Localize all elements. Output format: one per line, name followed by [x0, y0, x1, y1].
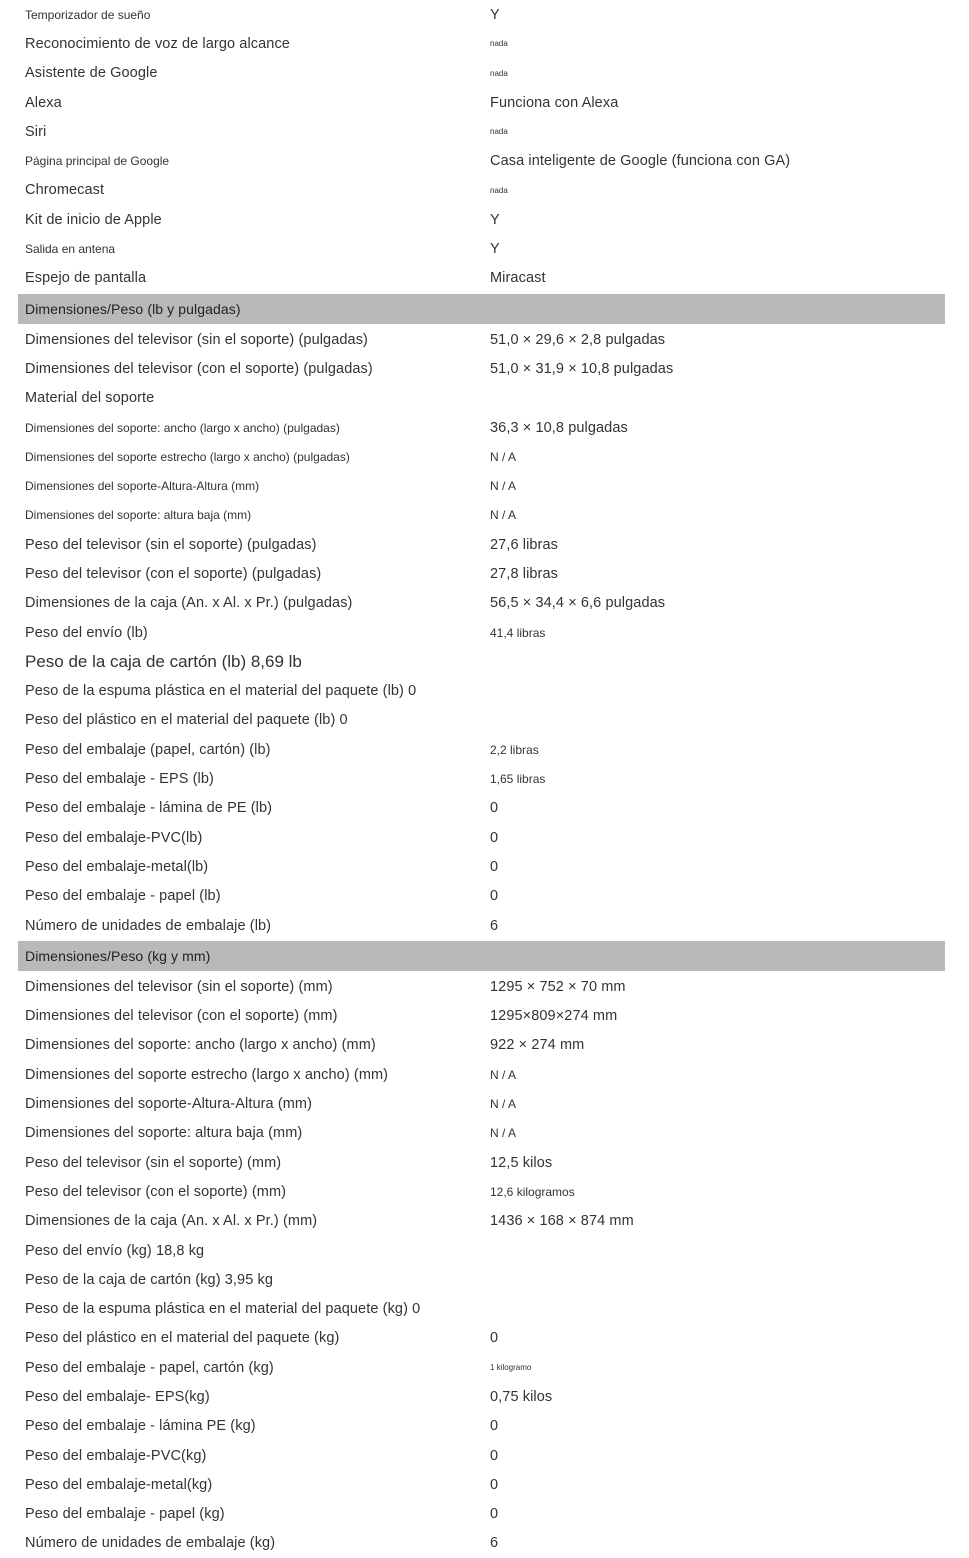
spec-row — [0, 1470, 969, 1499]
spec-value: nada — [490, 39, 508, 49]
spec-label: Alexa — [25, 94, 62, 111]
spec-value: Y — [490, 6, 500, 23]
spec-row — [0, 1500, 969, 1529]
spec-label: Dimensiones de la caja (An. x Al. x Pr.) (pulgadas) — [25, 595, 353, 612]
section-header-label: Dimensiones/Peso (kg y mm) — [25, 948, 211, 965]
section-header — [18, 941, 945, 971]
spec-value: 0 — [490, 858, 499, 875]
spec-value: 1295×809×274 mm — [490, 1008, 618, 1025]
spec-value: 51,0 × 31,9 × 10,8 pulgadas — [490, 360, 674, 377]
spec-row — [0, 442, 969, 471]
spec-label: Dimensiones de la caja (An. x Al. x Pr.) (mm) — [25, 1213, 318, 1230]
spec-value: 0 — [490, 1418, 499, 1435]
spec-row — [0, 1089, 969, 1118]
spec-value: 36,3 × 10,8 pulgadas — [490, 419, 628, 436]
spec-value: 1295 × 752 × 70 mm — [490, 978, 626, 995]
spec-label: Temporizador de sueño — [25, 7, 151, 22]
spec-label: Peso del embalaje (papel, cartón) (lb) — [25, 741, 271, 758]
spec-row — [0, 1207, 969, 1236]
spec-label: Peso del televisor (sin el soporte) (pulgadas) — [25, 536, 317, 553]
spec-row — [0, 559, 969, 588]
spec-value: 0 — [490, 800, 499, 817]
spec-row — [0, 1236, 969, 1265]
spec-row — [0, 618, 969, 647]
spec-label: Peso del embalaje - lámina PE (kg) — [25, 1418, 256, 1435]
spec-label: Espejo de pantalla — [25, 270, 147, 287]
spec-label: Dimensiones del televisor (sin el soporte) (pulgadas) — [25, 331, 368, 348]
spec-row — [0, 1441, 969, 1470]
spec-value: 27,6 libras — [490, 536, 558, 553]
spec-row — [0, 264, 969, 293]
spec-label: Peso del embalaje - papel (kg) — [25, 1506, 225, 1523]
spec-label: Peso del embalaje-metal(lb) — [25, 858, 209, 875]
spec-row — [0, 413, 969, 442]
section-header — [18, 294, 945, 324]
spec-value: 0 — [490, 829, 499, 846]
spec-value: Y — [490, 241, 500, 258]
spec-row — [0, 501, 969, 530]
spec-label: Peso del televisor (sin el soporte) (mm) — [25, 1154, 282, 1171]
spec-value: 12,6 kilogramos — [490, 1184, 575, 1199]
spec-label: Salida en antena — [25, 242, 116, 257]
spec-value: 1,65 libras — [490, 772, 546, 787]
spec-label: Dimensiones del soporte: ancho (largo x ancho) (pulgadas) — [25, 420, 340, 435]
spec-row — [0, 530, 969, 559]
spec-label: Dimensiones del soporte estrecho (largo x ancho) (mm) — [25, 1066, 389, 1083]
spec-value: 0 — [490, 1447, 499, 1464]
spec-label: Peso de la espuma plástica en el material del paquete (lb) 0 — [25, 683, 417, 700]
spec-label: Peso del embalaje - EPS (lb) — [25, 771, 214, 788]
spec-row — [0, 234, 969, 263]
spec-row — [0, 354, 969, 383]
spec-label: Número de unidades de embalaje (kg) — [25, 1535, 276, 1552]
spec-row — [0, 1060, 969, 1089]
spec-label: Número de unidades de embalaje (lb) — [25, 917, 272, 934]
spec-row — [0, 59, 969, 88]
spec-label: Dimensiones del soporte: ancho (largo x ancho) (mm) — [25, 1037, 376, 1054]
spec-value: 6 — [490, 917, 499, 934]
spec-label: Dimensiones del televisor (con el soporte) (pulgadas) — [25, 360, 373, 377]
spec-label: Peso de la caja de cartón (kg) 3,95 kg — [25, 1271, 274, 1288]
spec-value: N / A — [490, 1126, 517, 1141]
spec-value: 0,75 kilos — [490, 1389, 553, 1405]
spec-label: Dimensiones del televisor (con el soporte) (mm) — [25, 1008, 338, 1025]
spec-value: 6 — [490, 1535, 499, 1552]
spec-value: N / A — [490, 1067, 517, 1082]
spec-row — [0, 1382, 969, 1411]
spec-row — [0, 677, 969, 706]
spec-row — [0, 764, 969, 793]
spec-row — [0, 589, 969, 618]
spec-label: Dimensiones del soporte: altura baja (mm) — [25, 508, 252, 523]
spec-row — [0, 706, 969, 735]
spec-row — [0, 117, 969, 146]
spec-value: 56,5 × 34,4 × 6,6 pulgadas — [490, 595, 666, 612]
spec-row — [0, 384, 969, 413]
spec-label: Página principal de Google — [25, 154, 170, 169]
spec-label: Peso del embalaje- EPS(kg) — [25, 1389, 210, 1405]
spec-label: Peso del plástico en el material del paquete (kg) — [25, 1330, 340, 1347]
spec-row — [0, 1529, 969, 1558]
spec-label: Peso del televisor (con el soporte) (pulgadas) — [25, 565, 322, 582]
spec-row — [0, 29, 969, 58]
spec-value: N / A — [490, 1097, 517, 1112]
spec-row — [0, 1353, 969, 1382]
spec-row — [0, 972, 969, 1001]
spec-row — [0, 735, 969, 764]
spec-row — [0, 325, 969, 354]
spec-value: nada — [490, 68, 508, 78]
spec-label: Peso del embalaje - papel, cartón (kg) — [25, 1359, 274, 1376]
spec-value: N / A — [490, 508, 517, 523]
spec-row — [0, 852, 969, 881]
spec-row — [0, 1294, 969, 1323]
spec-row — [0, 205, 969, 234]
spec-label: Dimensiones del soporte: altura baja (mm) — [25, 1125, 303, 1142]
spec-label: Dimensiones del soporte-Altura-Altura (mm) — [25, 479, 260, 494]
spec-row — [0, 146, 969, 175]
section-header-label: Dimensiones/Peso (lb y pulgadas) — [25, 300, 241, 317]
spec-label: Reconocimiento de voz de largo alcance — [25, 35, 290, 52]
spec-row — [0, 1177, 969, 1206]
spec-row — [0, 794, 969, 823]
spec-value: 0 — [490, 1330, 499, 1347]
spec-label: Dimensiones del soporte-Altura-Altura (mm) — [25, 1096, 313, 1113]
spec-value: 1436 × 168 × 874 mm — [490, 1213, 634, 1230]
spec-label: Peso del plástico en el material del paquete (lb) 0 — [25, 712, 348, 729]
spec-label: Peso del embalaje-PVC(kg) — [25, 1447, 207, 1464]
spec-value: N / A — [490, 449, 517, 464]
spec-value: 1 kilogramo — [490, 1363, 532, 1373]
spec-row — [0, 882, 969, 911]
spec-row — [0, 1265, 969, 1294]
spec-value: 41,4 libras — [490, 625, 546, 640]
spec-value: nada — [490, 185, 508, 195]
spec-label: Peso del televisor (con el soporte) (mm) — [25, 1183, 287, 1200]
spec-row — [0, 647, 969, 676]
spec-label: Material del soporte — [25, 390, 155, 407]
spec-row — [0, 1324, 969, 1353]
spec-label: Dimensiones del soporte estrecho (largo x ancho) (pulgadas) — [25, 449, 350, 464]
spec-label: Siri — [25, 123, 47, 140]
spec-label: Kit de inicio de Apple — [25, 211, 162, 228]
spec-row — [0, 1119, 969, 1148]
spec-value: 0 — [490, 1506, 499, 1523]
spec-label: Peso del embalaje - lámina de PE (lb) — [25, 800, 273, 817]
spec-label: Peso del envío (lb) — [25, 624, 148, 641]
spec-value: 2,2 libras — [490, 742, 539, 757]
spec-label: Peso del embalaje-PVC(lb) — [25, 829, 203, 846]
spec-row — [0, 0, 969, 29]
spec-value: Y — [490, 211, 500, 228]
spec-row — [0, 1002, 969, 1031]
spec-value: Casa inteligente de Google (funciona con GA) — [490, 153, 791, 170]
spec-row — [0, 911, 969, 940]
spec-row — [0, 1148, 969, 1177]
spec-label: Chromecast — [25, 182, 105, 199]
spec-row — [0, 1412, 969, 1441]
spec-value: 12,5 kilos — [490, 1154, 553, 1171]
spec-value: N / A — [490, 479, 517, 494]
spec-row — [0, 471, 969, 500]
spec-row — [0, 823, 969, 852]
spec-label: Peso de la caja de cartón (lb) 8,69 lb — [25, 651, 302, 671]
spec-value: Funciona con Alexa — [490, 94, 619, 111]
spec-value: nada — [490, 127, 508, 137]
spec-label: Peso del embalaje - papel (lb) — [25, 888, 221, 905]
spec-value: Miracast — [490, 270, 546, 287]
spec-value: 27,8 libras — [490, 565, 558, 582]
spec-label: Peso del envío (kg) 18,8 kg — [25, 1242, 205, 1259]
spec-row — [0, 176, 969, 205]
spec-label: Asistente de Google — [25, 65, 158, 82]
spec-value: 922 × 274 mm — [490, 1037, 585, 1054]
spec-row — [0, 88, 969, 117]
spec-label: Dimensiones del televisor (sin el soporte) (mm) — [25, 978, 333, 995]
spec-value: 0 — [490, 888, 499, 905]
spec-row — [0, 1031, 969, 1060]
spec-label: Peso de la espuma plástica en el material del paquete (kg) 0 — [25, 1301, 421, 1318]
spec-value: 51,0 × 29,6 × 2,8 pulgadas — [490, 331, 666, 348]
spec-label: Peso del embalaje-metal(kg) — [25, 1476, 213, 1493]
spec-value: 0 — [490, 1476, 499, 1493]
